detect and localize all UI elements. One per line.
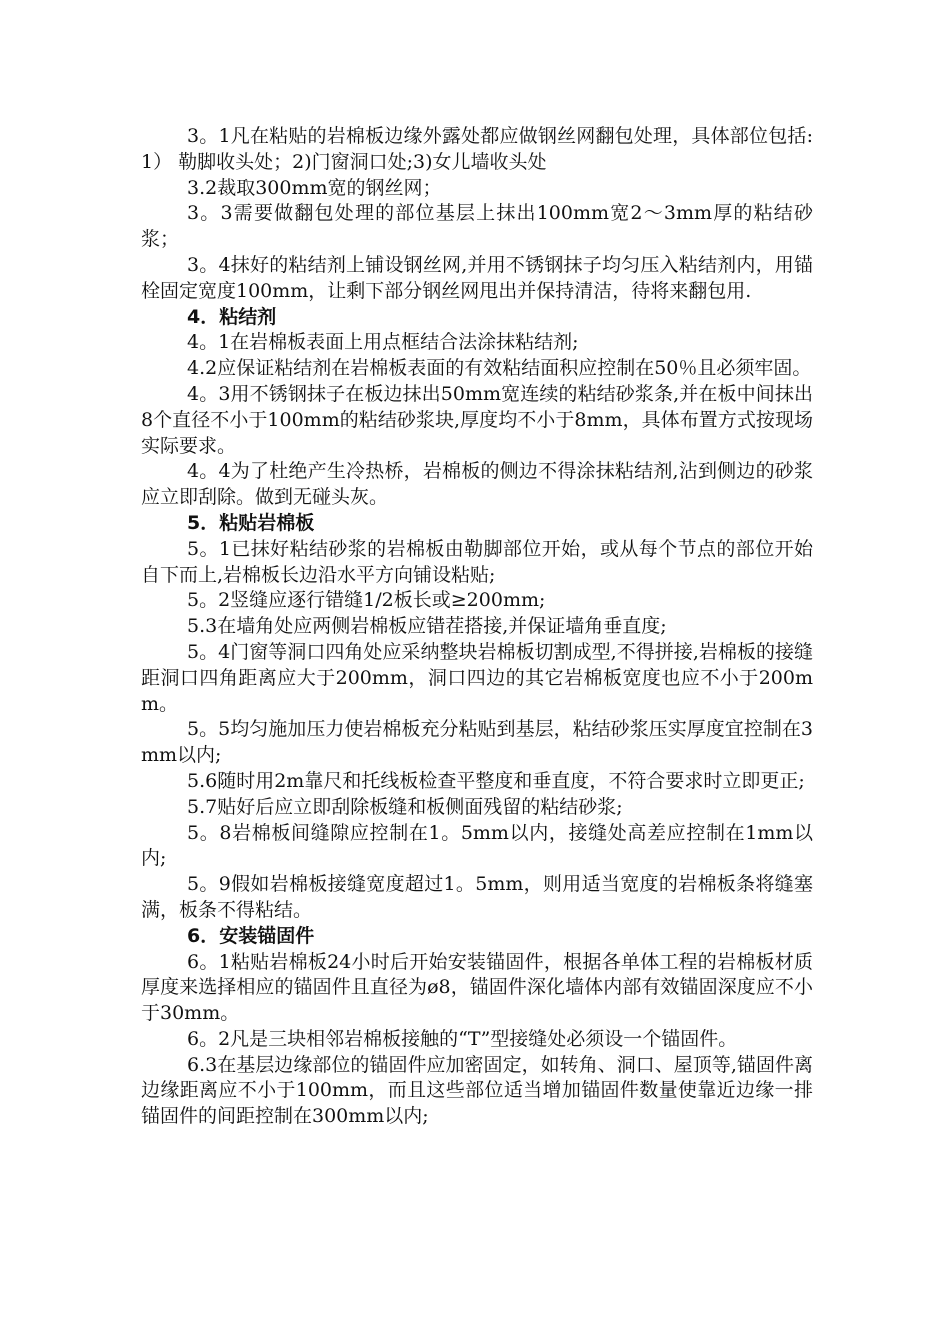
paragraph-5-5: 5。5均匀施加压力使岩棉板充分粘贴到基层，粘结砂浆压实厚度宜控制在3mm以内; <box>141 718 813 767</box>
section-heading-6: 6．安装锚固件 <box>187 924 315 947</box>
paragraph-5-4: 5。4门窗等洞口四角处应采纳整块岩棉板切割成型,不得拼接,岩棉板的接缝距洞口四角距离应大于200mm，洞口四边的其它岩棉板宽度也应不小于200mm。 <box>141 640 813 715</box>
paragraph-5-3: 5.3在墙角处应两侧岩棉板应错茬搭接,并保证墙角垂直度; <box>187 615 667 638</box>
paragraph-5-9: 5。9假如岩棉板接缝宽度超过1。5mm，则用适当宽度的岩棉板条将缝塞满，板条不得粘结。 <box>141 873 813 921</box>
paragraph-6-2: 6。2凡是三块相邻岩棉板接触的“T”型接缝处必须设一个锚固件。 <box>187 1027 738 1050</box>
paragraph-3-2: 3.2裁取300mm宽的钢丝网； <box>187 176 442 199</box>
document-body <box>141 124 813 1130</box>
section-heading-5: 5．粘贴岩棉板 <box>187 511 315 534</box>
paragraph-5-1: 5。1已抹好粘结砂浆的岩棉板由勒脚部位开始，或从每个节点的部位开始自下而上,岩棉板长边沿水平方向铺设粘贴; <box>141 537 813 586</box>
section-heading-4: 4．粘结剂 <box>187 305 277 328</box>
paragraph-5-2: 5。2竖缝应逐行错缝1/2板长或≥200mm; <box>187 589 546 612</box>
paragraph-3-3: 3。3需要做翻包处理的部位基层上抹出100mm宽2～3mm厚的粘结砂浆； <box>141 202 813 251</box>
paragraph-6-1: 6。1粘贴岩棉板24小时后开始安装锚固件，根据各单体工程的岩棉板材质厚度来选择相应的锚固件且直径为ø8，锚固件深化墙体内部有效锚固深度应不小于30mm。 <box>141 950 813 1025</box>
paragraph-4-2: 4.2应保证粘结剂在岩棉板表面的有效粘结面积应控制在50％且必须牢固。 <box>187 357 812 380</box>
paragraph-4-1: 4。1在岩棉板表面上用点框结合法涂抹粘结剂; <box>187 331 579 354</box>
paragraph-3-4: 3。4抹好的粘结剂上铺设钢丝网,并用不锈钢抹子均匀压入粘结剂内，用锚栓固定宽度100mm，让剩下部分钢丝网甩出并保持清洁，待将来翻包用. <box>141 253 813 302</box>
paragraph-4-4: 4。4为了杜绝产生冷热桥，岩棉板的侧边不得涂抹粘结剂,沾到侧边的砂浆应立即刮除。做到无碰头灰。 <box>141 460 813 509</box>
paragraph-6-3: 6.3在基层边缘部位的锚固件应加密固定，如转角、洞口、屋顶等,锚固件离边缘距离应不小于100mm，而且这些部位适当增加锚固件数量使靠近边缘一排锚固件的间距控制在300mm以内; <box>141 1053 813 1128</box>
paragraph-3-1: 3。1凡在粘贴的岩棉板边缘外露处都应做钢丝网翻包处理，具体部位包括:1） 勒脚收头处；2)门窗洞口处;3)女儿墙收头处 <box>141 125 813 173</box>
paragraph-5-6: 5.6随时用2m靠尺和托线板检查平整度和垂直度，不符合要求时立即更正; <box>187 769 805 792</box>
paragraph-4-3: 4。3用不锈钢抹子在板边抹出50mm宽连续的粘结砂浆条,并在板中间抹出8个直径不小于100mm的粘结砂浆块,厚度均不小于8mm，具体布置方式按现场实际要求。 <box>141 382 813 457</box>
paragraph-5-8: 5。8岩棉板间缝隙应控制在1。5mm以内，接缝处高差应控制在1mm以内; <box>141 821 813 870</box>
paragraph-5-7: 5.7贴好后应立即刮除板缝和板侧面残留的粘结砂浆; <box>187 795 623 818</box>
